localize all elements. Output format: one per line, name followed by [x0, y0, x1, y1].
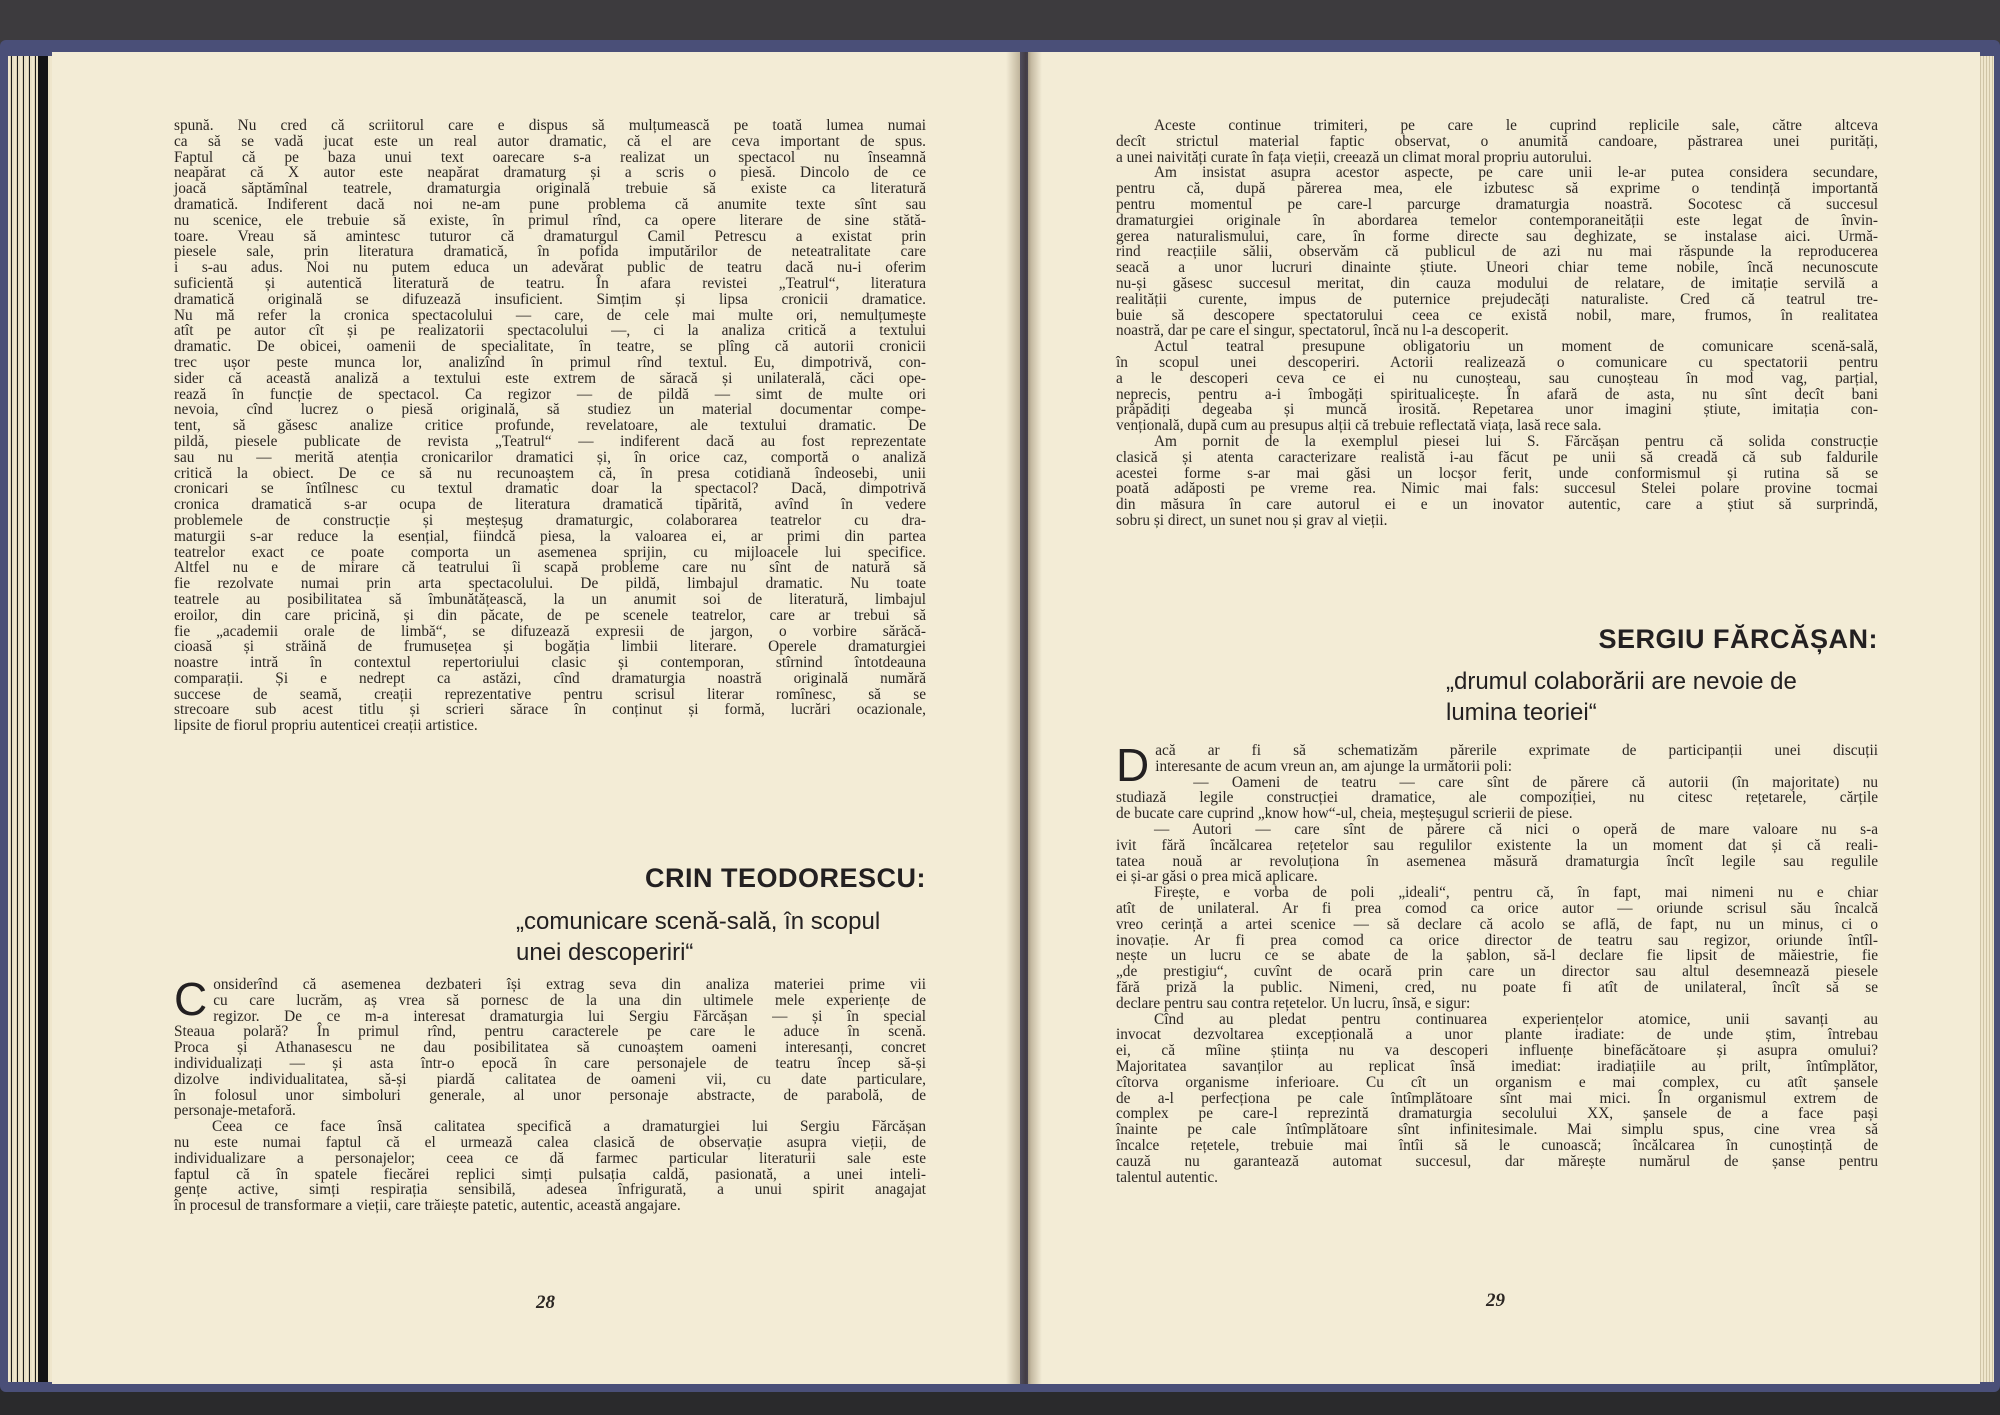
sergiu-farcasan-heading: SERGIU FĂRCĂȘAN:: [1598, 624, 1878, 654]
text-line: dramaturgiei originale în abordarea temelor contemporaneității este legat de învin-: [1116, 211, 1878, 229]
text-line: Faptul că pe baza unui text oarecare s-a realizat un spectacol nu înseamnă: [174, 148, 926, 166]
text-line: Firește, e vorba de poli „ideali“, pentru că, în fapt, mai nimeni nu e chiar: [1154, 884, 1878, 902]
text-line: sau nu — merită atenția cronicarilor dramatici și, în orice caz, comportă o analiză: [174, 448, 926, 466]
text-line: de a-l perfecționa pe cale întîmplătoare sînt mai mici. În organismul extrem de: [1116, 1089, 1878, 1107]
text-line: buie să descopere spectatorului ceea ce există nobil, mare, frumos, în realitatea: [1116, 306, 1878, 324]
text-line: de bucate care cuprind „know how“-ul, cheia, meșteșugul scrierii de piese.: [1116, 805, 1573, 823]
text-line: faptul că în spatele fiecărei replici simți pulsația caldă, pasionată, a unei inteli-: [174, 1165, 926, 1183]
text-line: cu care lucrăm, aș vrea să pornesc de la una din ultimele mele experiențe de: [213, 991, 926, 1009]
text-line: rind reacțiile sălii, observăm că publicul de azi nu mai răspunde la reproducerea: [1116, 243, 1878, 261]
text-line: nevoia, cînd lucrez o piesă originală, să studiez un material documentar compe-: [174, 401, 926, 419]
text-line: înainte pe cale întîmplătoare sînt infinitesimale. Mai simplu spus, cine vrea să: [1116, 1121, 1878, 1139]
text-line: pentru că, după părerea mea, ele izbutesc să exprime o tendință importantă: [1116, 180, 1878, 198]
text-line: în folosul unor simboluri generale, al unor personaje abstracte, de parabolă, de: [174, 1086, 926, 1104]
text-line: comparații. Și e nedrept ca astăzi, cînd dramaturgia noastră originală numără: [174, 669, 926, 687]
text-line: cauză nu garantează automat succesul, dar mărește numărul de șanse pentru: [1116, 1152, 1878, 1170]
text-line: maturgii s-ar reduce la esențial, fiindcă piesa, la valoarea ei, ar primi din partea: [174, 527, 926, 545]
text-line: ivit fără încălcarea rețetelor sau regulilor existente la un moment dat și că reali-: [1116, 836, 1878, 854]
crin-teodorescu-heading: CRIN TEODORESCU:: [644, 863, 926, 893]
text-line: Actul teatral presupune obligatoriu un moment de comunicare scenă-sală,: [1154, 338, 1878, 356]
text-line: noastră, dar pe care el singur, spectatorul, încă nu l-a descoperit.: [1116, 322, 1509, 340]
text-line: ei și-ar găsi o prea mică aplicare.: [1116, 868, 1318, 886]
text-line: realității curente, impus de puternice prejudecăți naturaliste. Cred că teatrul tre-: [1116, 290, 1878, 308]
subtitle-line: „comunicare scenă-sală, în scopul: [516, 908, 881, 935]
page-number-right: 29: [1486, 1290, 1505, 1311]
subtitle-line: unei descoperiri“: [516, 939, 694, 966]
text-line: strecoare sub acest titlu și scrieri sărace în conținut și formă, lucrări ocazionale,: [174, 701, 926, 719]
text-line: seacă a unor lucruri dinainte știute. Uneori chiar teme nobile, încă necunoscute: [1116, 259, 1878, 277]
left-page-stack: [8, 56, 52, 1382]
text-line: regizor. De ce m-a interesat dramaturgia lui Sergiu Fărcășan — și în special: [213, 1007, 926, 1025]
drop-cap: D: [1116, 739, 1150, 791]
text-line: gențe active, simți respirația sensibilă, adesea înfrigurată, a unui spirit anagajat: [174, 1181, 926, 1199]
text-line: fie rezolvate numai prin arta spectacolului. De pildă, limbajul dramatic. Nu toate: [174, 575, 926, 593]
crin-teodorescu-body: [174, 973, 926, 1215]
text-line: individualizați — și asta într-o epocă în care personajele de teatru încep să-și: [174, 1054, 926, 1072]
text-line: teatrelor exact ce poate comporta un asemenea sprijin, cu mijloacele lui specifice.: [174, 543, 926, 561]
text-line: Altfel nu e de mirare că teatrului îi scapă probleme care nu sînt de natură să: [174, 559, 926, 577]
drop-cap: C: [174, 973, 208, 1025]
text-line: a unei naivități curate în fața vieții, creează un climat moral propriu autorului.: [1116, 148, 1592, 166]
text-line: complex pe care-l reprezintă dramaturgia secolului XX, șansele de a face pași: [1116, 1105, 1878, 1123]
text-line: talentul autentic.: [1116, 1168, 1218, 1186]
text-line: dizolve individualitatea, să-și piardă calitatea de oameni vii, cu date particulare,: [174, 1070, 926, 1088]
text-line: suficientă și autentică literatură de teatru. În afara revistei „Teatrul“, literatura: [174, 274, 926, 292]
text-line: cioasă și străină de frumusețea și bogăția limbii literare. Operele dramaturgiei: [174, 638, 926, 656]
text-line: Am insistat asupra acestor aspecte, pe care unii le-ar putea considera secundare,: [1154, 164, 1878, 182]
text-line: poată adăposti pe vreme rea. Nimic mai fals: succesul Stelei polare provine tocmai: [1116, 480, 1878, 498]
sergiu-farcasan-body: [1116, 739, 1878, 1186]
text-line: încalce rețetele, trebuie mai întîi să le cunoască; încălcarea în cunoștință de: [1116, 1136, 1878, 1154]
subtitle-line: lumina teoriei“: [1446, 699, 1597, 726]
left-continuation-text: [174, 118, 926, 734]
text-line: trec ușor peste munca lor, analizînd în primul rînd textul. Eu, dimpotrivă, con-: [174, 353, 926, 371]
text-line: invocat dezvoltarea excepțională a unor plante iradiate: de unde știm, întrebau: [1116, 1026, 1878, 1044]
text-line: problemele de construcție și meșteșug dramaturgic, colaborarea teatrelor cu dra-: [174, 511, 926, 529]
text-line: în procesul de transformare a vieții, care trăiește patetic, autentic, această angajare.: [174, 1197, 681, 1215]
text-line: joacă săptămînal teatrele, dramaturgia originală trebuie să existe ca literatură: [174, 180, 926, 198]
text-line: i s-au adus. Noi nu putem educa un adevărat public de teatru dacă nu-i oferim: [174, 259, 926, 277]
text-line: dramatică. Indiferent dacă noi ne-am pune problema că anumite texte sînt sau: [174, 195, 926, 213]
text-line: tatea nouă ar revoluționa în asemenea măsură dramaturgia încît legile sau regulile: [1116, 852, 1878, 870]
text-line: cronica dramatică s-ar ocupa de literatura dramatică tipărită, avînd în vedere: [174, 496, 926, 514]
text-line: clasică și atenta caracterizare realistă i-au făcut pe unii să creadă că sub faldurile: [1116, 448, 1878, 466]
text-line: Nu mă refer la cronica spectacolului — care, de cele mai multe ori, nemulțumește: [174, 306, 926, 324]
text-line: rează în funcție de spectacol. Ca regizor — de pildă — simt de multe ori: [174, 385, 926, 403]
text-line: ca să se vadă jucat este un real autor dramatic, că el are ceva important de spus.: [174, 132, 926, 150]
text-line: pildă, piesele publicate de revista „Teatrul“ — indiferent dacă au fost reprezentate: [174, 432, 926, 450]
text-line: teatrele au posibilitatea să îmbunătățească, la un anumit soi de literatură, limbajul: [174, 590, 926, 608]
text-line: nu-și găsesc succesul meritat, din cauza modului de relatare, de imitație servilă a: [1116, 274, 1878, 292]
text-line: fie „academii orale de limbă“, se difuzează expresii de jargon, o vorbire sărăcă-: [174, 622, 926, 640]
text-line: acă ar fi să schematizăm părerile exprimate de participanții unei discuții: [1155, 742, 1878, 759]
text-line: neprecis, pentru a-i îmbogăți spiritualicește. În afară de asta, nu sînt decît bani: [1116, 385, 1878, 403]
crin-teodorescu-subtitle: [516, 906, 936, 968]
page-number-left: 28: [536, 1292, 555, 1313]
text-line: prăpădiți degeaba și muncă irosită. Repetarea unor imagini știute, imitația con-: [1116, 401, 1878, 419]
text-line: sider că această analiză a textului este extrem de săracă și unilaterală, căci ope-: [174, 369, 926, 387]
text-line: succese de seamă, creații reprezentative pentru scrisul literar romînesc, să se: [174, 685, 926, 703]
text-line: Ceea ce face însă calitatea specifică a dramaturgiei lui Sergiu Fărcășan: [212, 1118, 926, 1136]
text-line: din măsura în care autorul ei e un inovator autentic, care a știut să surprindă,: [1116, 496, 1878, 514]
text-line: — Autori — care sînt de părere că nici o operă de mare valoare nu s-a: [1154, 820, 1878, 838]
text-line: onsiderînd că asemenea dezbateri își extrag seva din analiza materiei prime vii: [213, 976, 926, 993]
text-line: acestei forme s-ar mai găsi un locșor ferit, unde conformismul și rutina să se: [1116, 464, 1878, 482]
text-line: în scopul unei descoperiri. Actorii realizează o comunicare cu spectatorii pentru: [1116, 353, 1878, 371]
text-line: sobru și direct, un sunet nou și grav al vieții.: [1116, 511, 1388, 529]
text-line: Majoritatea savanților au replicat însă imediat: iradiațiile au prilt, întîmplător,: [1116, 1057, 1878, 1075]
text-line: vreo cerință a artei scenice — să declare că acolo se află, de fapt, nu un minus, ci o: [1116, 915, 1878, 933]
text-line: tent, să găsesc analize critice profunde, revelatoare, ale textului dramatic. De: [174, 417, 926, 435]
text-line: Steaua polară? În primul rînd, pentru caracterele pe care le aduce în scenă.: [174, 1023, 926, 1041]
text-line: fără priză la public. Nimeni, cred, nu poate fi atît de unilateral, încît să se: [1116, 978, 1878, 996]
text-line: nește un lucru ce se abate de la șablon, să-l declare fie lipsit de măiestrie, fie: [1116, 947, 1878, 965]
text-line: neapărat că X autor este neapărat dramaturg și a scris o piesă. Dincolo de ce: [174, 164, 926, 182]
text-line: a le descoperi ceva ce ei nu cunoșteau, sau cunoșteau în mod vag, parțial,: [1116, 369, 1878, 387]
text-line: lipsite de fiorul propriu autenticei creații artistice.: [174, 717, 478, 735]
sergiu-farcasan-subtitle: [1446, 666, 1886, 728]
text-line: Proca și Athanasescu ne dau posibilitatea să cunoaștem oameni interesanți, concret: [174, 1039, 926, 1057]
text-line: declare pentru sau contra rețetelor. Un lucru, însă, e sigur:: [1116, 994, 1471, 1012]
text-line: „de prestigiu“, cuvînt de ocară prin care un director sau altul desemnează piesele: [1116, 963, 1878, 981]
text-line: nu este numai faptul că el urmează calea clasică de observație asupra vieții, de: [174, 1133, 926, 1151]
text-line: critică la obiect. De ce să nu recunoaștem că, în presa cotidiană îndeosebi, unii: [174, 464, 926, 482]
text-line: cronicari se întîlnesc cu textul dramatic doar la spectacol? Dacă, dimpotrivă: [174, 480, 926, 498]
text-line: eroilor, din care pricină, și din păcate, de pe scenele teatrelor, care ar trebui să: [174, 606, 926, 624]
text-line: Aceste continue trimiteri, pe care le cuprind replicile sale, către altceva: [1154, 117, 1878, 134]
text-line: gerea naturalismului, care, în forme directe sau deghizate, se instalase aici. Urmă-: [1116, 227, 1878, 245]
text-line: spună. Nu cred că scriitorul care e dispus să mulțumească pe toată lumea numai: [174, 117, 926, 134]
text-line: toare. Vreau să amintesc tuturor că dramaturgul Camil Petrescu a existat prin: [174, 227, 926, 245]
text-line: vențională, după cum au presupus alții că trebuie reflectată viața, lasă rece sala.: [1116, 417, 1602, 435]
book-gutter: [1006, 52, 1042, 1384]
text-line: individualizare a personajelor; ceea ce dă farmec particular literaturii sale este: [174, 1149, 926, 1167]
text-line: pentru momentul pe care-l parcurge dramaturgia noastră. Socotesc că succesul: [1116, 195, 1878, 213]
text-line: personaje-metaforă.: [174, 1102, 296, 1120]
text-line: interesante de acum vreun an, am ajunge la următorii poli:: [1155, 757, 1513, 775]
text-line: dramatic. De obicei, oamenii de specialitate, în teatre, se plîng că autorii cronicii: [174, 338, 926, 356]
text-line: decît strictul material faptic observat, o anumită candoare, păstrarea unei purități,: [1116, 132, 1878, 150]
text-line: atît de unilateral. Ar fi prea comod ca orice autor — oriunde scrisul său încalcă: [1116, 899, 1878, 917]
text-line: piesele sale, prin literatura dramatică, în pofida imputărilor de neteatralitate care: [174, 243, 926, 261]
text-line: — Oameni de teatru — care sînt de părere că autorii (în majoritate) nu: [1193, 773, 1878, 791]
subtitle-line: „drumul colaborării are nevoie de: [1446, 668, 1797, 695]
text-line: inovație. Ar fi prea comod ca orice director de teatru sau regizor, oriunde întîl-: [1116, 931, 1878, 949]
text-line: dramatică originală se difuzează insuficient. Simțim și lipsa cronicii dramatice.: [174, 290, 926, 308]
right-page-stack: [1978, 56, 1994, 1382]
text-line: noastre intră în contextul repertoriului clasic și contemporan, stîrnind întotdeauna: [174, 654, 926, 672]
text-line: ei, că mîine știința nu va descoperi influențe binefăcătoare și asupra omului?: [1116, 1042, 1878, 1060]
text-line: Cînd au pledat pentru continuarea experiențelor atomice, unii savanți au: [1154, 1010, 1878, 1028]
text-line: cîtorva organisme inferioare. Cu cît un organism e mai complex, cu atît șansele: [1116, 1073, 1878, 1091]
text-line: studiază legile construcției dramatice, ale compoziției, nu citesc rețetarele, cărțile: [1116, 789, 1878, 807]
text-line: Am pornit de la exemplul piesei lui S. Fărcășan pentru că solida construcție: [1154, 432, 1878, 450]
text-line: atît pe autor cît și pe realizatorii spectacolului —, ci la analiza critică a textului: [174, 322, 926, 340]
text-line: nu scenice, ele trebuie să existe, în primul rînd, ca opere literare de sine stătă-: [174, 211, 926, 229]
right-continuation-text: [1116, 118, 1878, 529]
